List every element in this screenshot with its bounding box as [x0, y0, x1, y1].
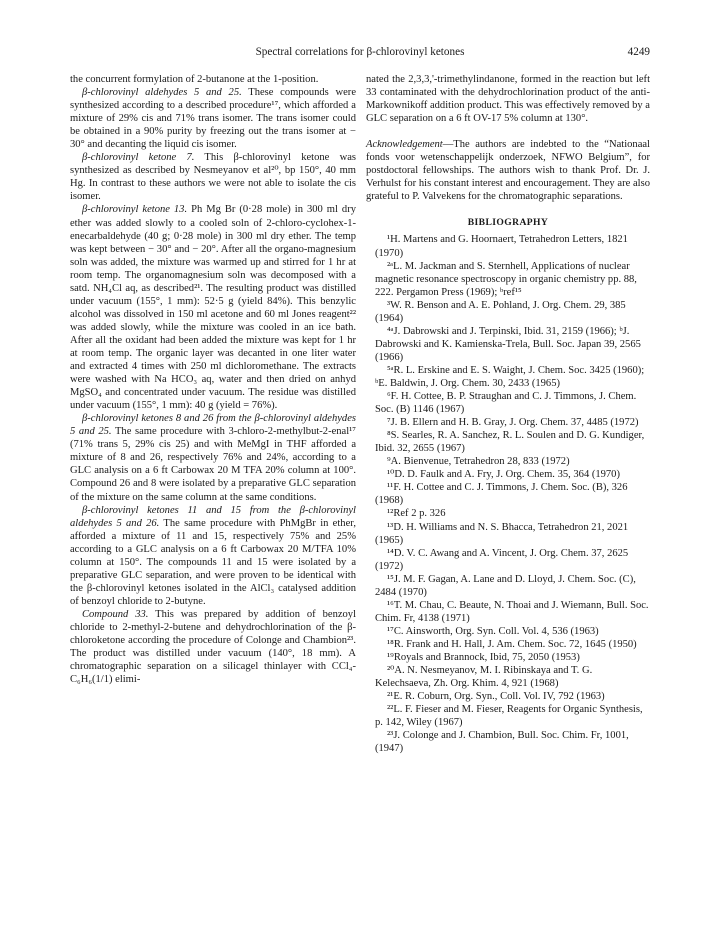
- reference-item: ²²L. F. Fieser and M. Fieser, Reagents for Organic Synthesis, p. 142, Wiley (1967): [375, 704, 643, 729]
- paragraph-body: The same procedure with 3-chloro-2-methylbut-2-enal¹⁷ (71% trans 5, 29% cis 25) and with MeMgI in THF afforded a mixture of 8 and 26, respectively 76% and 24%, according to a GLC analysis on a 6 ft Carbowax 20 M TFA 20% column at 100°. Compound 26 and 8 were isolated by a preparative GLC separation of the mixture on the same column at the same conditions.: [70, 426, 356, 503]
- reference-item: ²ᵃL. M. Jackman and S. Sternhell, Applications of nuclear magnetic resonance spectroscopy in organic chemistry pp. 88, 222. Pergamon Press (1969); ᵇref¹⁵: [375, 260, 637, 298]
- paragraph-body: This was prepared by addition of benzoyl chloride to 2-methyl-2-butene and dehydrochlorination of the β-chloroketone according the procedure of Colonge and Chambion²³. The product was distilled under vacuum (140°, 18 mm). A chromatographic separation on a silicagel thinlayer with CCl₄-C₆H₆(1/1) elimi-: [70, 608, 356, 686]
- paragraph-ketones-8-26: [70, 412, 356, 503]
- reference-item: ⁶F. H. Cottee, B. P. Straughan and C. J. Timmons, J. Chem. Soc. (B) 1146 (1967): [375, 391, 637, 416]
- reference-item: ¹¹F. H. Cottee and C. J. Timmons, J. Chem. Soc. (B), 326 (1968): [375, 482, 628, 507]
- right-column: [366, 73, 650, 755]
- reference-item: ¹H. Martens and G. Hoornaert, Tetrahedron Letters, 1821 (1970): [375, 234, 628, 259]
- reference-item: ²¹E. R. Coburn, Org. Syn., Coll. Vol. IV, 792 (1963): [387, 691, 605, 703]
- paragraph-formylation: the concurrent formylation of 2-butanone at the 1-position.: [70, 74, 319, 85]
- reference-item: ⁴ᵃJ. Dabrowski and J. Terpinski, Ibid. 31, 2159 (1966); ᵇJ. Dabrowski and K. Kamienska-Trela, Bull. Soc. Japan 39, 2565 (1966): [375, 325, 641, 363]
- paragraph-body: This β-chlorovinyl ketone was synthesized as described by Nesmeyanov et al²⁰, bp 150°, 40 mm Hg. In contrast to these authors we were not able to isolate the cis isomer.: [70, 152, 356, 203]
- running-title: Spectral correlations for β-chlorovinyl ketones: [255, 46, 465, 58]
- paragraph-body: These compounds were synthesized according to a described procedure¹⁷, which afforded a mixture of 29% cis and 71% trans isomer. The trans isomer could be obtained in a 90% purity by freezing out the trans isomer at − 30° and decanting the liquid cis isomer.: [70, 87, 356, 151]
- reference-item: ⁷J. B. Ellern and H. B. Gray, J. Org. Chem. 37, 4485 (1972): [387, 417, 639, 429]
- reference-item: ¹⁶T. M. Chau, C. Beaute, N. Thoai and J. Wiemann, Bull. Soc. Chim. Fr, 4138 (1971): [375, 599, 649, 624]
- paragraph-body: The same procedure with PhMgBr in ether, afforded a mixture of 11 and 15, respectively 75% and 25% according to a GLC analysis on a 6 ft Carbowax 20 M/TFA 10% column at 150°. The compounds 11 and 15 were isolated by a preparative GLC separation, and were proven to be identical with the β-chlorovinyl ketones isolated in the AlCl₃ catalysed addition of benzoyl chloride to 2-butyne.: [70, 517, 356, 607]
- acknowledgement-heading: Acknowledgement: [366, 139, 443, 151]
- paragraph-aldehydes: [70, 86, 356, 151]
- paragraph-heading: β-chlorovinyl ketones 11 and 15 from the β-chlorovinyl aldehydes 5 and 26.: [70, 504, 356, 529]
- paragraph-ketone-13: [70, 203, 356, 412]
- left-column: [70, 73, 356, 686]
- reference-item: ³W. R. Benson and A. E. Pohland, J. Org. Chem. 29, 385 (1964): [375, 299, 626, 324]
- acknowledgement-body: —The authors are indebted to the “Nationaal fonds voor wetenschappelijk onderzoek, NFWO Belgium”, for postdoctoral fellowships. The authors wish to thank Prof. Dr. J. Verhulst for his constant interest and encouragement. They are also grateful to P. Valvekens for the chromatographic separations.: [366, 139, 650, 203]
- acknowledgement: [366, 138, 650, 203]
- paragraph-compound-33: [70, 608, 356, 686]
- paragraph-continuation: nated the 2,3,3,'-trimethylindanone, formed in the reaction but left 33 contaminated with the dehydrochlorination product of the anti-Markownikoff addition product. This was effectively removed by a GLC separation on a 6 ft OV-17 5% column at 130°.: [366, 74, 650, 125]
- reference-item: ⁵ᵃR. L. Erskine and E. S. Waight, J. Chem. Soc. 3425 (1960); ᵇE. Baldwin, J. Org. Chem. 30, 2433 (1965): [375, 364, 645, 389]
- reference-item: ⁸S. Searles, R. A. Sanchez, R. L. Soulen and D. G. Kundiger, Ibid. 32, 2655 (1967): [375, 430, 645, 455]
- reference-item: ²⁰A. N. Nesmeyanov, M. I. Ribinskaya and T. G. Kelechsaeva, Zh. Org. Khim. 4, 921 (1968): [375, 665, 593, 690]
- reference-item: ¹²Ref 2 p. 326: [387, 508, 446, 520]
- paragraph-ketone-7: [70, 151, 356, 203]
- reference-item: ¹⁰D. D. Faulk and A. Fry, J. Org. Chem. 35, 364 (1970): [387, 469, 620, 481]
- reference-item: ¹⁴D. V. C. Awang and A. Vincent, J. Org. Chem. 37, 2625 (1972): [375, 547, 629, 572]
- paragraph-body: Ph Mg Br (0·28 mole) in 300 ml dry ether was added slowly to a cooled soln of 2-chloro-cyclohex-1-enecarbaldehyde (40 g; 0·28 mole) in 300 ml dry ether. The temp was kept between − 30° and − 20°. After all the organo-magnesium soln was added, the mixture was warmed up and stirred for 1 hr at room temp. The organomagnesium soln was decomposed with a satd. NH₄Cl aq, as described²¹. The resulting product was distilled under vacuum (155°, 1 mm): 52·5 g (yield 84%). This benzylic alcohol was dissolved in 150 ml acetone and 60 ml Jones reagent²² was added slowly, while the mixture was cooled in an ice bath. After all the oxidant had been added the mixture was kept for 1 hr at room temp. The organic layer was decanted in one liter water and extracted 4 times with 250 ml dichloromethane. The extracts were washed with Na HCO₃ aq, water and then dried on anhyd MgSO₄ and concentrated under vacuum. The residue was distilled under vacuum (155°, 1 mm): 40 g (yield = 76%).: [70, 204, 356, 412]
- bibliography-list: [366, 233, 650, 755]
- paragraph-heading: β-chlorovinyl aldehydes 5 and 25.: [82, 87, 242, 99]
- paragraph-heading: β-chlorovinyl ketone 13.: [82, 204, 188, 216]
- bibliography-heading: BIBLIOGRAPHY: [467, 217, 549, 229]
- reference-item: ²³J. Colonge and J. Chambion, Bull. Soc. Chim. Fr, 1001, (1947): [375, 730, 629, 755]
- running-head: [70, 46, 650, 60]
- reference-item: ¹⁷C. Ainsworth, Org. Syn. Coll. Vol. 4, 536 (1963): [387, 625, 599, 637]
- paragraph-heading: Compound 33.: [82, 608, 149, 620]
- reference-item: ¹³D. H. Williams and N. S. Bhacca, Tetrahedron 21, 2021 (1965): [375, 521, 629, 546]
- paragraph-ketones-11-15: [70, 504, 356, 608]
- paragraph-heading: β-chlorovinyl ketone 7.: [82, 152, 195, 164]
- reference-item: ¹⁵J. M. F. Gagan, A. Lane and D. Lloyd, J. Chem. Soc. (C), 2484 (1970): [375, 573, 636, 598]
- page-number: 4249: [627, 46, 650, 58]
- paragraph-heading: β-chlorovinyl ketones 8 and 26 from the β-chlorovinyl aldehydes 5 and 25.: [70, 413, 356, 438]
- reference-item: ⁹A. Bienvenue, Tetrahedron 28, 833 (1972): [387, 456, 570, 468]
- reference-item: ¹⁸R. Frank and H. Hall, J. Am. Chem. Soc. 72, 1645 (1950): [387, 638, 637, 650]
- reference-item: ¹⁹Royals and Brannock, Ibid, 75, 2050 (1953): [387, 651, 580, 663]
